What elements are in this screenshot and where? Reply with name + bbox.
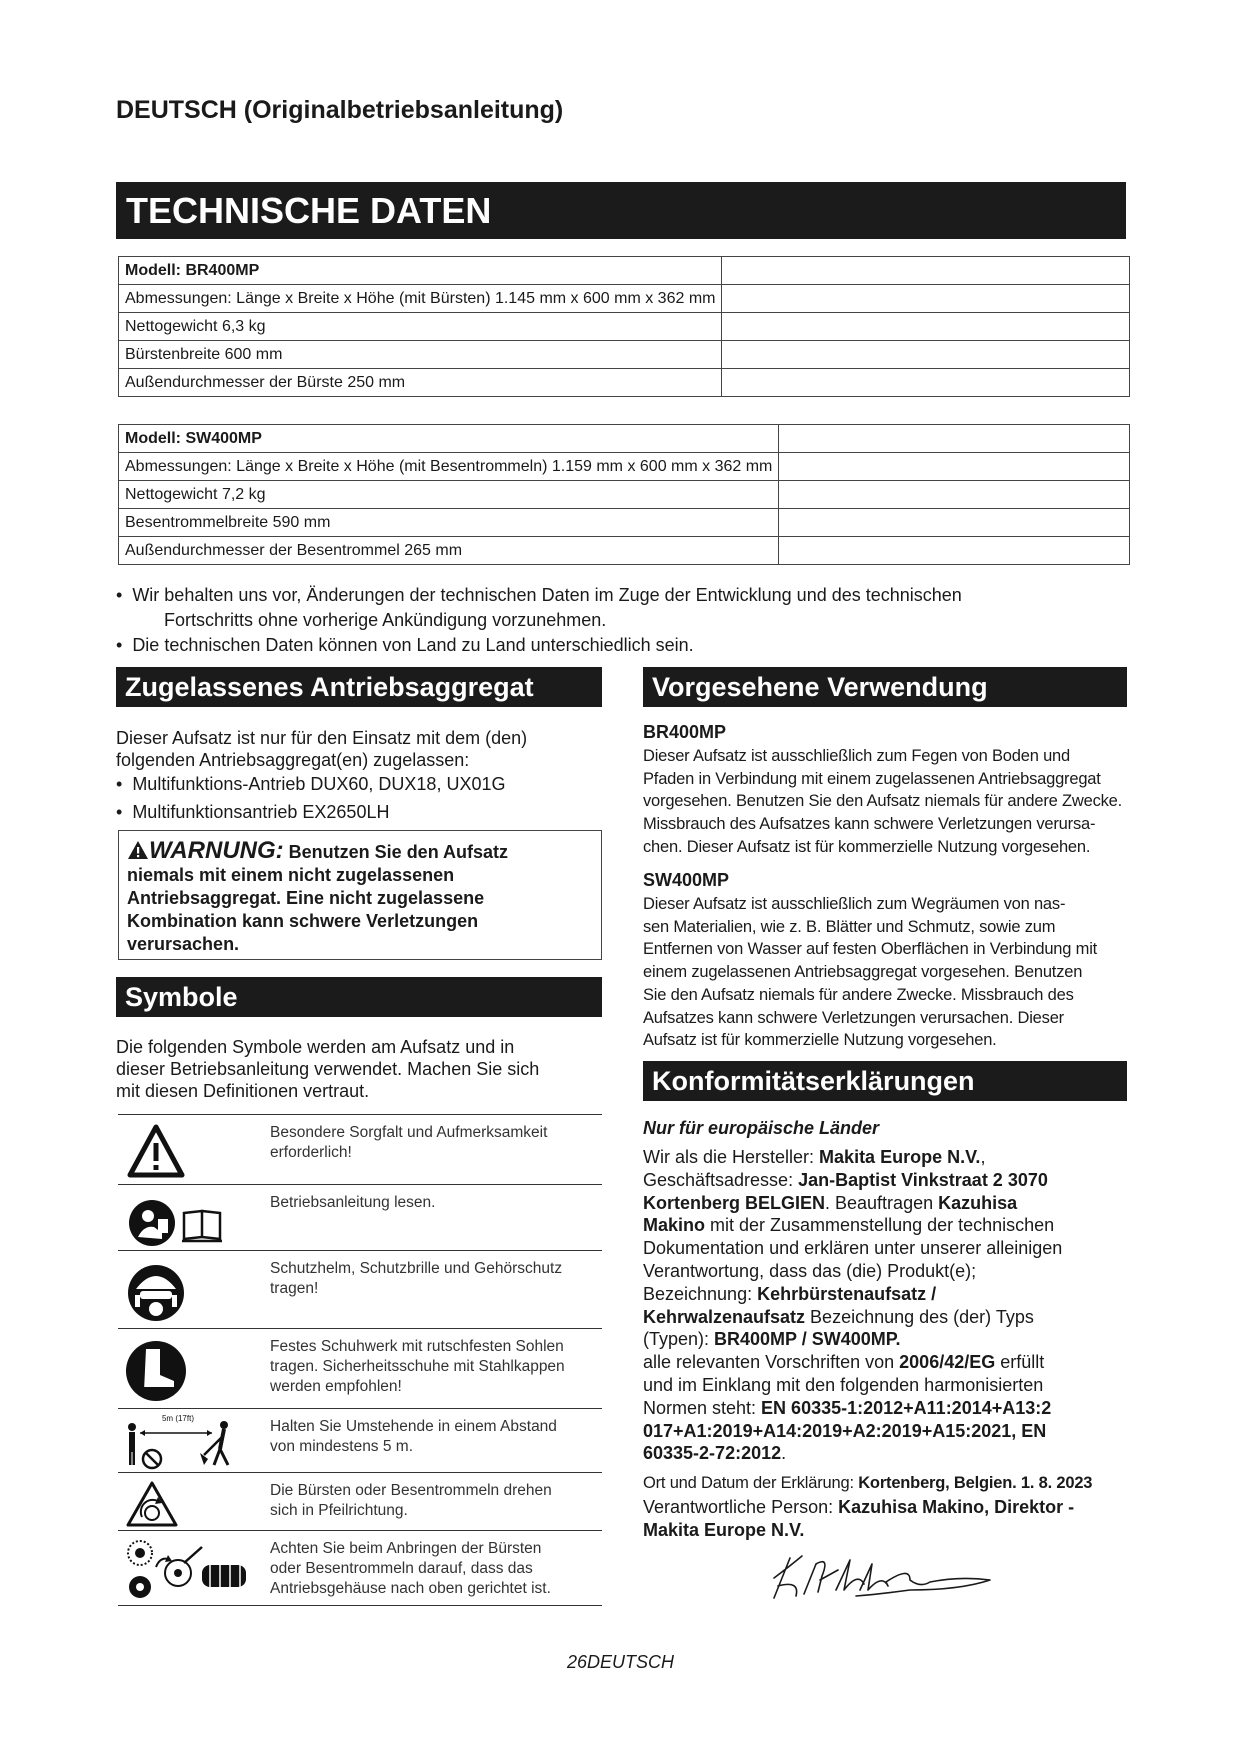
power-unit-intro: Dieser Aufsatz ist nur für den Einsatz mit dem (den) folgenden Antriebsaggregat(en) zugelassen: • Multifunktions-Antrieb DUX60, DUX18, UX01G • Multifunktionsantrieb EX2650LH (116, 728, 528, 822)
conformity-line: 60335-2-72:2012. (643, 1443, 787, 1464)
symbols-intro: Die folgenden Symbole werden am Aufsatz und in dieser Betriebsanleitung verwendet. Machen Sie sich mit diesen Definitionen vertraut. (116, 1037, 540, 1101)
spec-note-1: • Wir behalten uns vor, Änderungen der technischen Daten im Zuge der Entwicklung und des technischen (116, 585, 962, 605)
conformity-line: alle relevanten Vorschriften von 2006/42/EG erfüllt (643, 1352, 1045, 1373)
page-language-title: DEUTSCH (Originalbetriebsanleitung) (116, 96, 564, 124)
spec-cell: Nettogewicht 7,2 kg (119, 481, 779, 509)
distance-label: 5m (17ft) (161, 1414, 194, 1423)
symbol-row: Betriebsanleitung lesen. (118, 1184, 602, 1251)
helmet-goggles-ear-protection-icon (122, 1257, 262, 1325)
conformity-responsible: Verantwortliche Person: Kazuhisa Makino, Direktor - Makita Europe N.V. (643, 1497, 1075, 1540)
warning-box: WARNUNG: Benutzen Sie den Aufsatz niemals mit einem nicht zugelassenen Antriebsaggregat. Eine nicht zugelassene Kombination kann schwere Verletzungen verursachen. (118, 830, 602, 960)
brush-mounting-icon (122, 1537, 262, 1603)
conformity-line: Makino mit der Zusammenstellung der technischen (643, 1215, 1055, 1236)
symbol-row: Festes Schuhwerk mit rutschfesten Sohlen tragen. Sicherheitsschuhe mit Stahlkappen werden empfohlen! (118, 1328, 602, 1409)
section-title-intended-use: Vorgesehene Verwendung (643, 667, 1127, 707)
keep-distance-icon (122, 1415, 242, 1475)
spec-table-br400mp (118, 256, 1130, 397)
spec-cell: Abmessungen: Länge x Breite x Höhe (mit Besentrommeln) 1.159 mm x 600 mm x 362 mm (119, 453, 779, 481)
conformity-subtitle: Nur für europäische Länder (643, 1118, 880, 1138)
symbol-row: Die Bürsten oder Besentrommeln drehen sich in Pfeilrichtung. (118, 1472, 602, 1531)
spec-cell: Modell: SW400MP (119, 425, 779, 453)
spec-table-sw400mp (118, 424, 1130, 565)
spec-note-1-cont: Fortschritts ohne vorherige Ankündigung vorzunehmen. (164, 610, 607, 630)
signature-image (760, 1546, 1010, 1606)
warning-triangle-icon (122, 1121, 262, 1181)
section-title-technical-data: TECHNISCHE DATEN (116, 182, 1126, 239)
intended-use-sw400mp: SW400MP Dieser Aufsatz ist ausschließlich zum Wegräumen von nas- sen Materialien, wie z. B. Blätter und Schmutz, sowie zum Entfernen von Wasser auf festen Oberflächen in Verbindung mit einem zugelassenen Antriebsaggregat vorgesehen. Benutzen Sie den Aufsatz niemals für andere Zwecke. Missbrauch des Aufsatzes kann schwere Verletzungen verursachen. Dieser Aufsatz ist für kommerzielle Nutzung vorgesehen. (643, 870, 1143, 1052)
spec-cell: Nettogewicht 6,3 kg (119, 313, 722, 341)
symbol-row: Besondere Sorgfalt und Aufmerksamkeit erforderlich! (118, 1114, 602, 1185)
symbol-row: 5m (17ft) Halten Sie Umstehende in einem Abstand von mindestens 5 m. (118, 1408, 602, 1473)
conformity-line: Normen steht: EN 60335-1:2012+A11:2014+A13:2 (643, 1397, 1052, 1418)
page-footer: 26DEUTSCH (566, 1652, 675, 1672)
power-unit-item: • Multifunktionsantrieb EX2650LH (116, 802, 390, 822)
conformity-line: Dokumentation und erklären unter unserer alleinigen (643, 1238, 1063, 1259)
spec-cell: Außendurchmesser der Besentrommel 265 mm (119, 537, 779, 565)
intended-use-br400mp: BR400MP Dieser Aufsatz ist ausschließlich zum Fegen von Boden und Pfaden in Verbindung mit einem zugelassenen Antriebsaggregat vorgesehen. Benutzen Sie den Aufsatz niemals für andere Zwecke. Missbrauch des Aufsatzes kann schwere Verletzungen verursa- chen. Dieser Aufsatz ist für kommerzielle Nutzung vorgesehen. (643, 722, 1143, 859)
safety-boots-icon (122, 1335, 262, 1405)
conformity-body (643, 1146, 1143, 1465)
symbol-row: Schutzhelm, Schutzbrille und Gehörschutz tragen! (118, 1250, 602, 1329)
spec-cell: Modell: BR400MP (119, 257, 722, 285)
conformity-line: Geschäftsadresse: Jan-Baptist Vinkstraat 2 3070 (643, 1169, 1048, 1190)
spec-cell: Außendurchmesser der Bürste 250 mm (119, 369, 722, 397)
spec-cell: Abmessungen: Länge x Breite x Höhe (mit Bürsten) 1.145 mm x 600 mm x 362 mm (119, 285, 722, 313)
conformity-line: Bezeichnung: Kehrbürstenaufsatz / (643, 1283, 937, 1304)
model-heading: SW400MP (643, 870, 730, 890)
conformity-line: Wir als die Hersteller: Makita Europe N.V., (643, 1147, 986, 1167)
warning-word: WARNUNG: (149, 837, 284, 864)
read-manual-icon (122, 1191, 262, 1251)
conformity-line: (Typen): BR400MP / SW400MP. (643, 1329, 901, 1350)
section-title-power-unit: Zugelassenes Antriebsaggregat (116, 667, 602, 707)
model-heading: BR400MP (643, 722, 727, 742)
warning-triangle-icon (127, 840, 149, 860)
section-title-symbols: Symbole (116, 977, 602, 1017)
spec-cell: Besentrommelbreite 590 mm (119, 509, 779, 537)
conformity-line: Kortenberg BELGIEN. Beauftragen Kazuhisa (643, 1192, 1018, 1213)
power-unit-item: • Multifunktions-Antrieb DUX60, DUX18, UX01G (116, 774, 506, 794)
spec-note-2: • Die technischen Daten können von Land zu Land unterschiedlich sein. (116, 635, 694, 655)
conformity-line: Kehrwalzenaufsatz Bezeichnung des (der) Typs (643, 1306, 1034, 1327)
conformity-place-date: Ort und Datum der Erklärung: Kortenberg, Belgien. 1. 8. 2023 (643, 1474, 1093, 1492)
conformity-line: 017+A1:2019+A14:2019+A2:2019+A15:2021, EN (643, 1420, 1047, 1441)
conformity-line: Verantwortung, dass das (die) Produkt(e); (643, 1260, 977, 1281)
rotation-direction-icon (122, 1479, 262, 1531)
symbol-row: Achten Sie beim Anbringen der Bürsten oder Besentrommeln darauf, dass das Antriebsgehäuse nach oben gerichtet ist. (118, 1530, 602, 1606)
spec-cell: Bürstenbreite 600 mm (119, 341, 722, 369)
section-title-conformity: Konformitätserklärungen (643, 1061, 1127, 1101)
conformity-line: und im Einklang mit den folgenden harmonisierten (643, 1374, 1044, 1395)
